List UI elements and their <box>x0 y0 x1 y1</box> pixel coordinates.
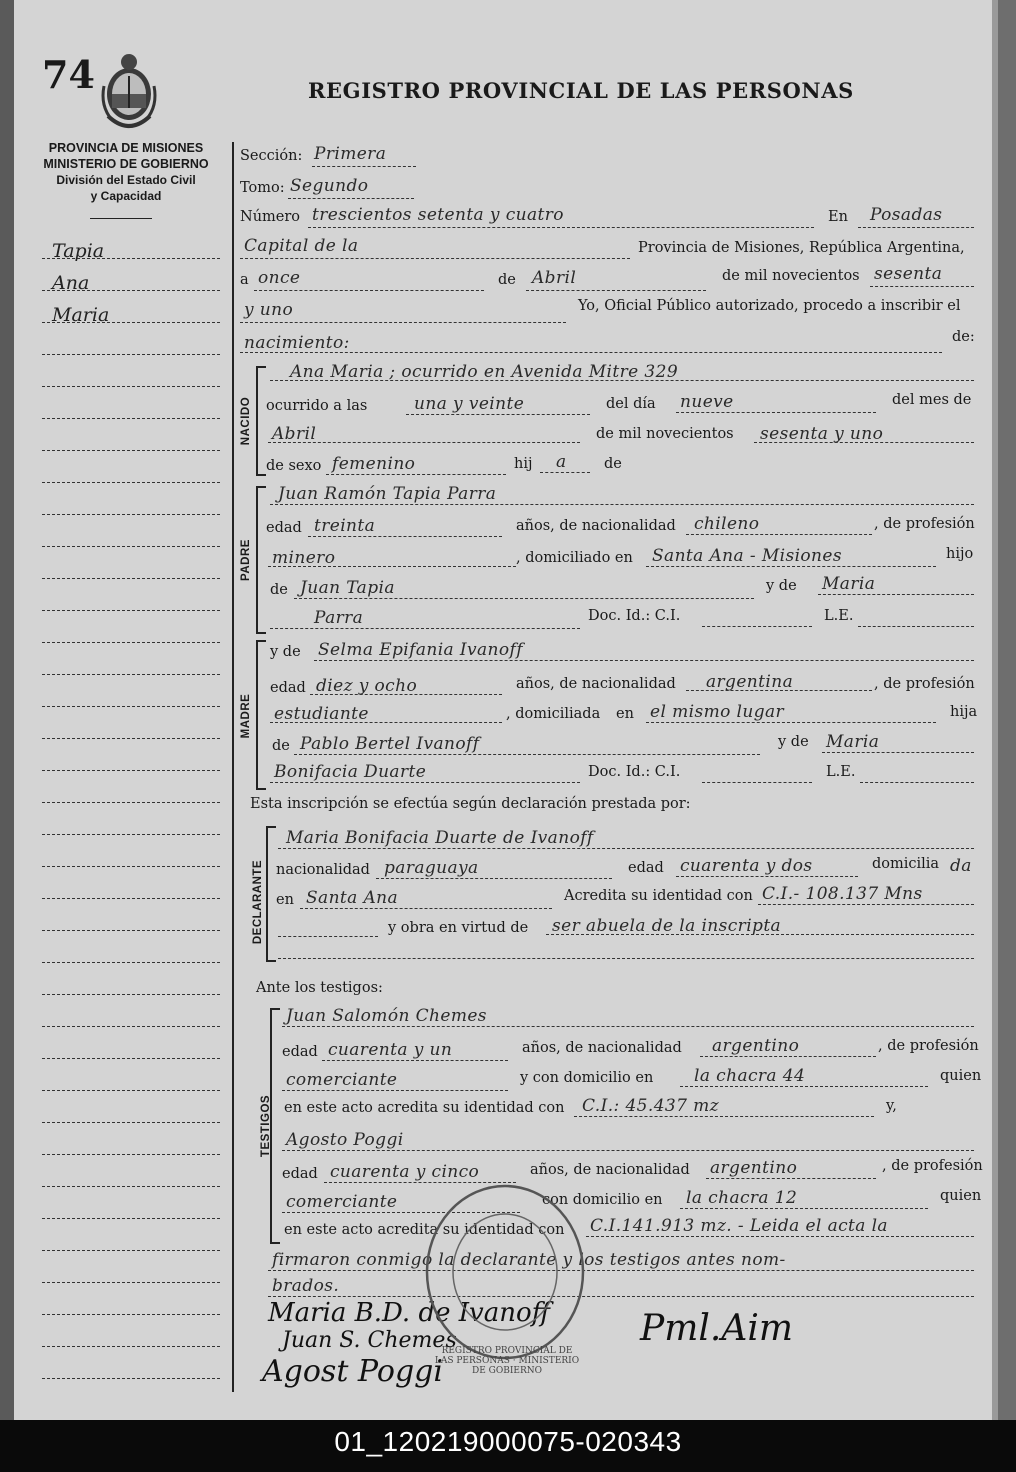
margin-rule <box>42 866 220 867</box>
field-label: y con domicilio en <box>520 1070 654 1086</box>
field-label: de <box>498 272 516 288</box>
margin-rule <box>42 1346 220 1347</box>
margin-rule <box>42 1250 220 1251</box>
field-line <box>240 258 630 259</box>
office-line: PROVINCIA DE MISIONES <box>48 141 204 155</box>
official-seal <box>420 1180 590 1365</box>
field-label: en <box>616 706 634 722</box>
field-label: años, de nacionalidad <box>522 1040 682 1056</box>
madre-name: Selma Epifania Ivanoff <box>318 640 523 660</box>
padre-madre-de: Maria <box>822 574 876 594</box>
field-line <box>376 878 612 879</box>
field-line <box>268 566 516 567</box>
padre-profesion: minero <box>272 548 336 568</box>
field-line <box>860 782 974 783</box>
binding-edge <box>0 0 14 1420</box>
field-line <box>540 472 590 473</box>
field-line <box>240 322 566 323</box>
nacido-name: Ana Maria ; ocurrido en Avenida Mitre 329 <box>290 362 679 382</box>
field-line <box>574 1116 874 1117</box>
madre-madre-de: Maria <box>826 732 880 752</box>
field-line <box>680 1086 928 1087</box>
field-line <box>278 958 974 959</box>
field-line <box>702 626 812 627</box>
margin-rule <box>42 898 220 899</box>
testigo1-domicilio: la chacra 44 <box>694 1066 806 1086</box>
field-label: , de profesión <box>874 516 975 532</box>
signature-testigo2: Agost Poggi <box>262 1354 443 1389</box>
field-label: quien <box>940 1188 982 1204</box>
field-label: del mes de <box>892 392 972 408</box>
margin-rule <box>42 706 220 707</box>
anio-value: sesenta y uno <box>760 424 884 444</box>
margin-rule <box>42 258 220 259</box>
mes-value: Abril <box>272 424 317 444</box>
margin-rule <box>42 1122 220 1123</box>
field-line <box>282 1026 974 1027</box>
acto-value: nacimiento: <box>244 333 350 353</box>
section-bracket <box>256 640 266 790</box>
field-label: de mil novecientos <box>722 268 860 284</box>
signature-declarante: Maria B.D. de Ivanoff <box>268 1298 551 1328</box>
field-line <box>754 442 974 443</box>
margin-rule <box>42 674 220 675</box>
office-line: División del Estado Civil <box>56 173 196 187</box>
field-line <box>858 626 974 627</box>
field-line <box>312 166 416 167</box>
madre-domicilio: el mismo lugar <box>650 702 785 722</box>
field-line <box>818 594 974 595</box>
field-line <box>308 536 502 537</box>
field-label: años, de nacionalidad <box>516 676 676 692</box>
field-line <box>270 380 974 381</box>
field-line <box>300 908 552 909</box>
nacido-label: NACIDO <box>240 396 252 446</box>
margin-rule <box>42 1058 220 1059</box>
field-label: de <box>270 582 288 598</box>
field-label: y obra en virtud de <box>388 920 529 936</box>
field-label: , de profesión <box>878 1038 979 1054</box>
madre-profesion: estudiante <box>274 704 369 724</box>
field-line <box>294 754 760 755</box>
margin-rule <box>42 994 220 995</box>
closing-text: brados. <box>272 1276 340 1296</box>
folio-number: 74 <box>42 52 95 97</box>
page-edge-dark <box>998 0 1016 1420</box>
field-line <box>706 1178 876 1179</box>
testigo2-documento: C.I.141.913 mz. - Leida el acta la <box>590 1216 888 1236</box>
testigo1-documento: C.I.: 45.437 mz <box>582 1096 720 1116</box>
field-label: y de <box>766 578 797 594</box>
field-label: en este acto acredita su identidad con <box>284 1222 565 1238</box>
margin-rule <box>42 1026 220 1027</box>
field-label: , domiciliada <box>506 706 601 722</box>
field-label: con domicilio en <box>542 1192 663 1208</box>
field-label: del día <box>606 396 656 412</box>
declarante-domicilio: Santa Ana <box>306 888 399 908</box>
margin-rule <box>42 770 220 771</box>
field-line <box>270 722 502 723</box>
field-label: hij <box>514 456 533 472</box>
closing-text: firmaron conmigo la declarante y los testigos antes nom- <box>272 1250 786 1270</box>
field-line <box>700 1056 876 1057</box>
field-line <box>646 566 936 567</box>
madre-madre-de-cont: Bonifacia Duarte <box>274 762 427 782</box>
padre-hijo-de: Juan Tapia <box>300 578 395 598</box>
field-label: y de <box>778 734 809 750</box>
margin-rule <box>42 1090 220 1091</box>
field-line <box>526 290 706 291</box>
madre-hija-de: Pablo Bertel Ivanoff <box>300 734 480 754</box>
sexo-value: femenino <box>332 454 416 474</box>
field-line <box>270 628 580 629</box>
tomo-value: Segundo <box>290 176 369 196</box>
field-line <box>822 752 974 753</box>
field-label: Provincia de Misiones, República Argentina, <box>638 240 965 256</box>
field-label: quien <box>940 1068 982 1084</box>
testigos-text: Ante los testigos: <box>256 980 383 996</box>
field-line <box>646 722 936 723</box>
day-value: once <box>258 268 301 288</box>
field-label: edad <box>282 1044 318 1060</box>
section-bracket <box>266 826 276 962</box>
field-line <box>546 934 974 935</box>
testigo1-edad: cuarenta y un <box>328 1040 453 1060</box>
margin-name: Ana <box>52 272 90 294</box>
issuing-office <box>36 140 216 204</box>
field-line <box>294 598 754 599</box>
margin-rule <box>42 1218 220 1219</box>
page-title: REGISTRO PROVINCIAL DE LAS PERSONAS <box>308 78 854 103</box>
field-label: Doc. Id.: C.I. <box>588 764 681 780</box>
month-value: Abril <box>532 268 577 288</box>
year-value: sesenta <box>874 264 943 284</box>
field-label: Tomo: <box>240 180 285 196</box>
testigo2-domicilio: la chacra 12 <box>686 1188 798 1208</box>
declarante-nacionalidad: paraguaya <box>384 858 479 878</box>
margin-rule <box>42 1314 220 1315</box>
field-line <box>282 1150 974 1151</box>
field-line <box>268 442 580 443</box>
margin-rule <box>42 834 220 835</box>
office-line: y Capacidad <box>90 189 162 203</box>
field-line <box>282 1090 508 1091</box>
coat-of-arms-icon <box>98 46 160 136</box>
divider <box>90 218 152 219</box>
margin-rule <box>42 930 220 931</box>
field-label: edad <box>266 520 302 536</box>
margin-rule <box>42 738 220 739</box>
en-value: Posadas <box>870 205 943 225</box>
field-line <box>254 290 484 291</box>
margin-rule <box>42 514 220 515</box>
margin-name: Maria <box>52 304 110 326</box>
field-label: hijo <box>946 546 974 562</box>
field-label: a <box>240 272 249 288</box>
declarante-obra: ser abuela de la inscripta <box>552 916 782 936</box>
field-label: edad <box>628 860 664 876</box>
field-label: de <box>272 738 290 754</box>
margin-rule <box>42 802 220 803</box>
numero-value: trescientos setenta y cuatro <box>312 205 564 225</box>
field-line <box>326 474 506 475</box>
field-line <box>858 227 974 228</box>
image-id-footer: 01_120219000075-020343 <box>0 1420 1016 1472</box>
field-label: Número <box>240 209 301 225</box>
field-label: en <box>276 892 294 908</box>
testigo2-name: Agosto Poggi <box>286 1130 404 1150</box>
field-label: edad <box>270 680 306 696</box>
field-line <box>322 1060 508 1061</box>
field-label: y de <box>270 644 301 660</box>
testigo1-profesion: comerciante <box>286 1070 398 1090</box>
margin-rule <box>42 290 220 291</box>
margin-rule <box>42 386 220 387</box>
seal-text: REGISTRO PROVINCIAL DE LAS PERSONAS · MINISTERIO DE GOBIERNO <box>434 1346 580 1376</box>
margin-rule <box>42 418 220 419</box>
section-bracket <box>256 486 266 634</box>
capital-value: Capital de la <box>244 236 359 256</box>
field-line <box>310 694 502 695</box>
declarante-name: Maria Bonifacia Duarte de Ivanoff <box>286 828 594 848</box>
field-label: Yo, Oficial Público autorizado, procedo a inscribir el <box>578 298 961 314</box>
field-line <box>686 534 872 535</box>
field-line <box>676 412 876 413</box>
declarante-documento: C.I.- 108.137 Mns <box>762 884 923 904</box>
field-line <box>870 286 974 287</box>
seccion-value: Primera <box>314 144 387 164</box>
field-label: L.E. <box>826 764 856 780</box>
field-label: Doc. Id.: C.I. <box>588 608 681 624</box>
testigo1-nacionalidad: argentino <box>712 1036 800 1056</box>
signature-official: Pml.Aim <box>640 1308 793 1349</box>
declarante-edad: cuarenta y dos <box>680 856 813 876</box>
padre-name: Juan Ramón Tapia Parra <box>278 484 497 504</box>
margin-rule <box>42 1186 220 1187</box>
field-line <box>278 848 974 849</box>
margin-rule <box>42 642 220 643</box>
field-label: En <box>828 209 848 225</box>
padre-nacionalidad: chileno <box>694 514 760 534</box>
field-label: Sección: <box>240 148 303 164</box>
field-line <box>308 227 814 228</box>
margin-rule <box>42 1378 220 1379</box>
margin-divider <box>232 142 234 1392</box>
padre-label: PADRE <box>240 539 252 581</box>
hora-value: una y veinte <box>414 394 525 414</box>
field-label: , de profesión <box>882 1158 983 1174</box>
year-value-cont: y uno <box>244 300 294 320</box>
field-label: hija <box>950 704 978 720</box>
declaracion-text: Esta inscripción se efectúa según declaración prestada por: <box>250 796 691 812</box>
field-line <box>758 904 974 905</box>
field-label: de <box>604 456 622 472</box>
declarante-domicilia: da <box>950 856 972 876</box>
margin-rule <box>42 578 220 579</box>
dia-value: nueve <box>680 392 734 412</box>
field-label: años, de nacionalidad <box>516 518 676 534</box>
testigos-label: TESTIGOS <box>260 1094 272 1158</box>
field-line <box>270 782 580 783</box>
field-label: , de profesión <box>874 676 975 692</box>
field-line <box>268 1296 974 1297</box>
field-label: domicilia <box>872 856 940 872</box>
field-label: de mil novecientos <box>596 426 734 442</box>
field-line <box>676 876 858 877</box>
field-line <box>268 1270 974 1271</box>
field-line <box>288 198 414 199</box>
testigo1-name: Juan Salomón Chemes <box>286 1006 487 1026</box>
testigo2-edad: cuarenta y cinco <box>330 1162 480 1182</box>
margin-rule <box>42 322 220 323</box>
hij-value: a <box>556 452 567 472</box>
field-label: , domiciliado en <box>516 550 633 566</box>
margin-rule <box>42 482 220 483</box>
margin-rule <box>42 1282 220 1283</box>
field-label: L.E. <box>824 608 854 624</box>
field-line <box>314 660 974 661</box>
field-line <box>406 414 590 415</box>
field-line <box>686 690 872 691</box>
section-bracket <box>256 366 266 476</box>
margin-rule <box>42 610 220 611</box>
testigo2-nacionalidad: argentino <box>710 1158 798 1178</box>
madre-label: MADRE <box>240 693 252 739</box>
field-line <box>270 504 974 505</box>
testigo2-profesion: comerciante <box>286 1192 398 1212</box>
field-label: Acredita su identidad con <box>564 888 753 904</box>
padre-edad: treinta <box>314 516 376 536</box>
field-line <box>680 1208 928 1209</box>
margin-rule <box>42 1154 220 1155</box>
padre-domicilio: Santa Ana - Misiones <box>652 546 842 566</box>
field-label: y, <box>886 1098 897 1114</box>
field-line <box>586 1236 974 1237</box>
margin-rule <box>42 450 220 451</box>
field-line <box>240 352 942 353</box>
field-label: en este acto acredita su identidad con <box>284 1100 565 1116</box>
margin-surname: Tapia <box>52 240 105 262</box>
field-label: años, de nacionalidad <box>530 1162 690 1178</box>
margin-rule <box>42 354 220 355</box>
declarante-label: DECLARANTE <box>252 859 264 945</box>
padre-madre-de-cont: Parra <box>314 608 364 628</box>
field-label: nacionalidad <box>276 862 370 878</box>
margin-rule <box>42 546 220 547</box>
madre-edad: diez y ocho <box>316 676 418 696</box>
madre-nacionalidad: argentina <box>706 672 794 692</box>
margin-rule <box>42 962 220 963</box>
field-label: ocurrido a las <box>266 398 368 414</box>
field-label: de: <box>952 329 975 345</box>
signature-testigo1: Juan S. Chemes <box>282 1328 457 1353</box>
field-label: de sexo <box>266 458 322 474</box>
field-line <box>702 782 812 783</box>
office-line: MINISTERIO DE GOBIERNO <box>43 157 209 171</box>
field-label: edad <box>282 1166 318 1182</box>
field-line <box>278 936 378 937</box>
